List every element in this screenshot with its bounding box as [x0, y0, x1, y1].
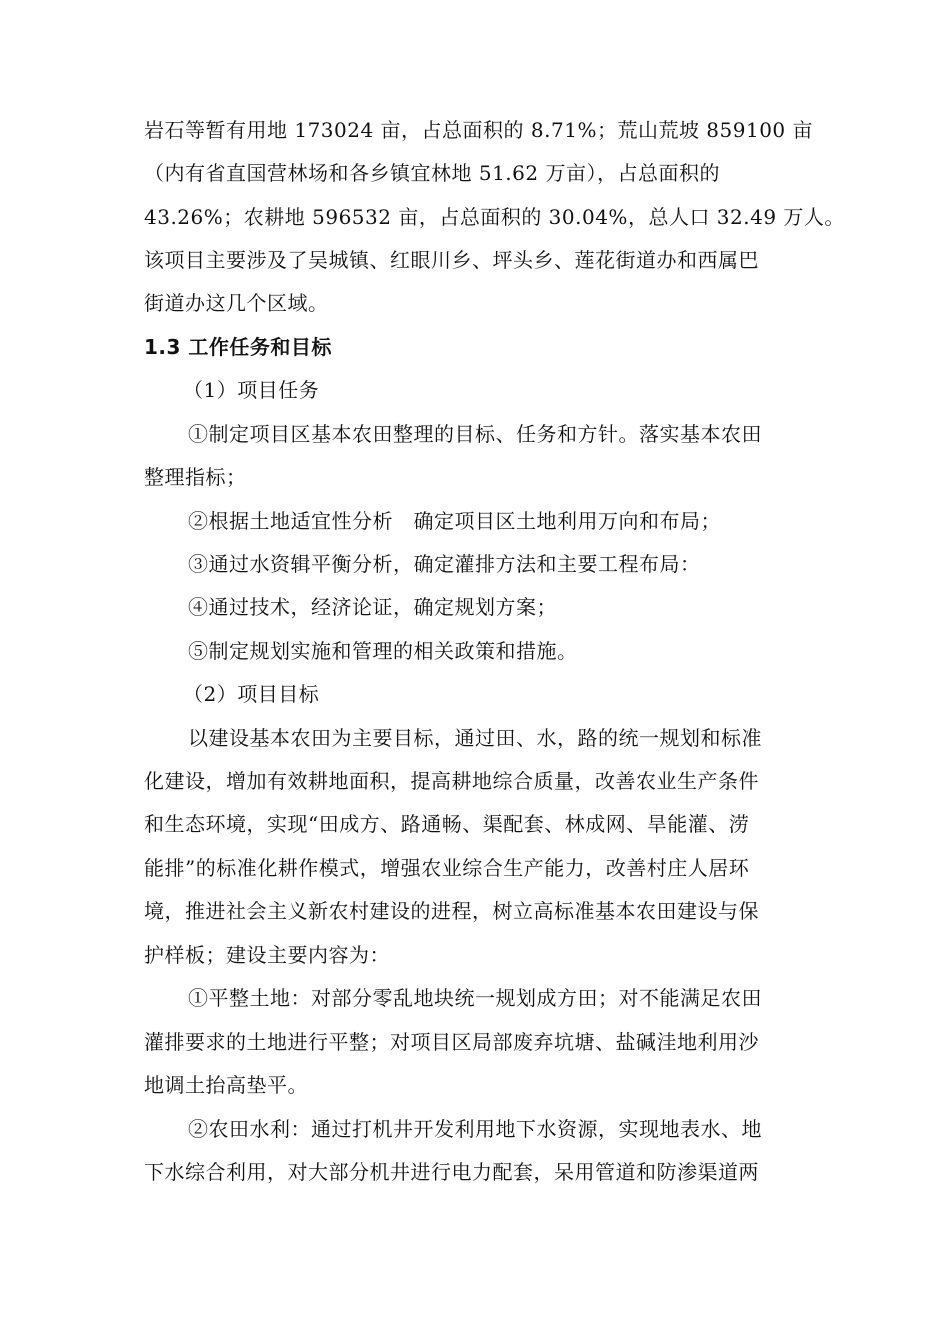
intro-line-2: （内有省直国营林场和各乡镇宜林地 51.62 万亩），占总面积的: [144, 161, 720, 185]
goal-item-1-line-3: 地调土抬高垫平。: [144, 1073, 308, 1097]
task-1-line-1: ①制定项目区基本农田整理的目标、任务和方针。落实基本农田: [188, 422, 762, 446]
goal-item-2-line-2: 下水综合利用，对大部分机井进行电力配套，呆用管道和防渗渠道两: [144, 1160, 759, 1184]
goals-para-line-6: 护样板；建设主要内容为：: [144, 943, 390, 967]
task-4: ④通过技术，经济论证，确定规划方案；: [188, 595, 557, 619]
goal-item-2-line-1: ②农田水利：通过打机井开发利用地下水资源，实现地表水、地: [188, 1117, 762, 1141]
goals-para-line-1: 以建设基本农田为主要目标，通过田、水，路的统一规划和标准: [188, 726, 762, 750]
goal-item-1-line-2: 灌排要求的土地进行平整；对项目区局部废弃坑塘、盐碱洼地利用沙: [144, 1030, 759, 1054]
intro-line-1: 岩石等暂有用地 173024 亩，占总面积的 8.71%；荒山荒坡 859100 亩: [144, 118, 814, 142]
tasks-title: （1）项目任务: [183, 378, 320, 402]
goals-para-line-3: 和生态环境，实现“田成方、路通畅、渠配套、林成网、旱能灌、涝: [144, 812, 750, 836]
goals-para-line-5: 境，推进社会主义新农村建设的进程，树立高标准基本农田建设与保: [144, 899, 759, 923]
task-3: ③通过水资辑平衡分析，确定灌排方法和主要工程布局：: [188, 552, 701, 576]
goals-para-line-4: 能排”的标准化耕作模式，增强农业综合生产能力，改善村庄人居环: [144, 856, 750, 880]
intro-line-5: 街道办这几个区域。: [144, 291, 329, 315]
goals-para-line-2: 化建设，增加有效耕地面积，提高耕地综合质量，改善农业生产条件: [144, 769, 759, 793]
intro-line-4: 该项目主要涉及了吴城镇、红眼川乡、坪头乡、莲花街道办和西属巴: [144, 248, 759, 272]
section-heading: 1.3 工作任务和目标: [144, 335, 332, 359]
task-2: ②根据土地适宜性分析 确定项目区土地利用万向和布局；: [188, 509, 721, 533]
task-5: ⑤制定规划实施和管理的相关政策和措施。: [188, 639, 578, 663]
goals-title: （2）项目目标: [183, 682, 320, 706]
task-1-line-2: 整理指标；: [144, 465, 247, 489]
goal-item-1-line-1: ①平整土地：对部分零乱地块统一规划成方田；对不能满足农田: [188, 986, 762, 1010]
intro-line-3: 43.26%；农耕地 596532 亩，占总面积的 30.04%，总人口 32.49 万人。: [144, 205, 845, 229]
